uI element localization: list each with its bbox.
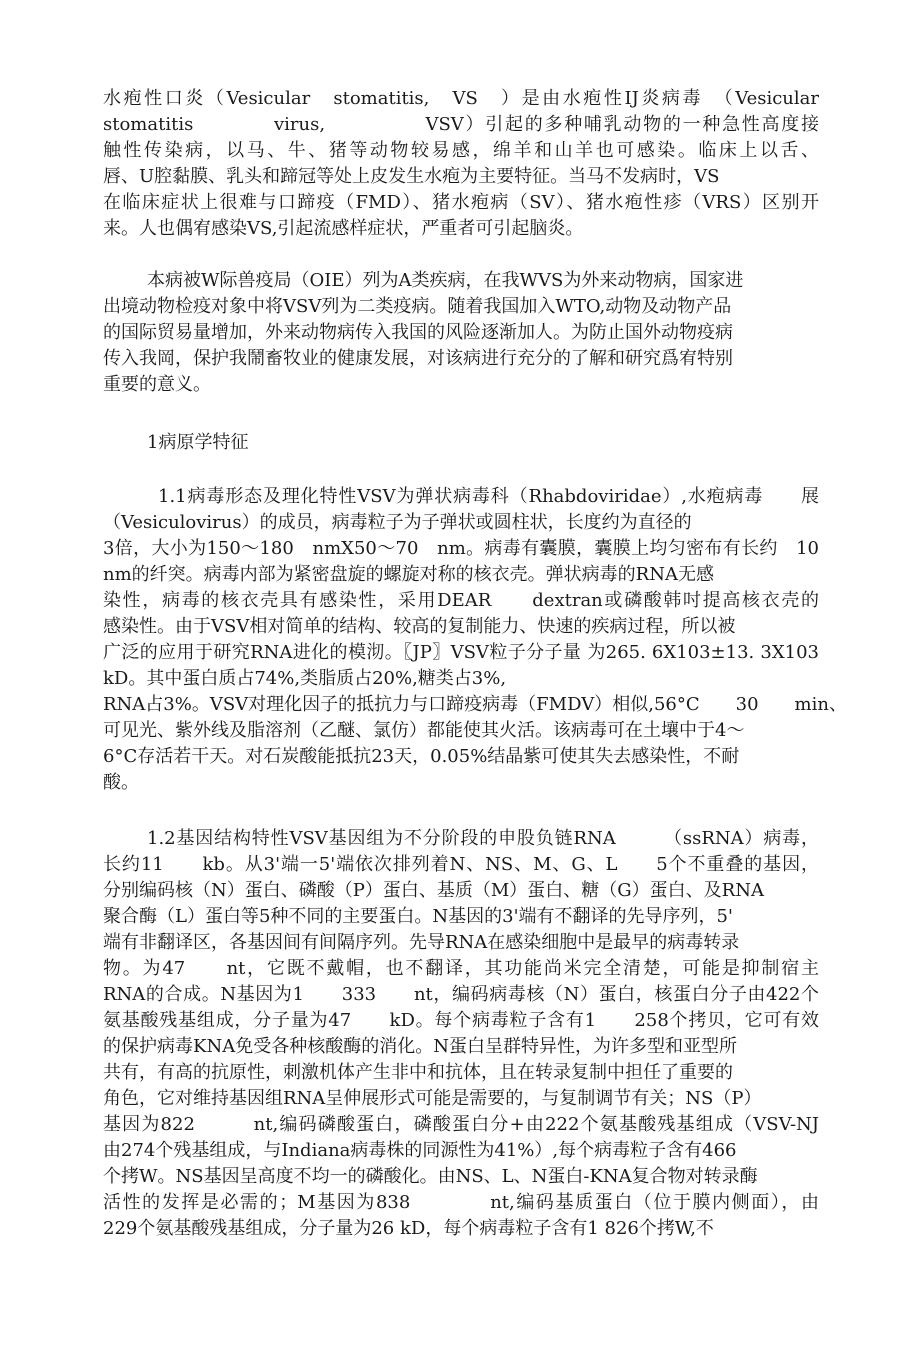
text-line: 6°C存活若干天。对石炭酸能抵抗23天，0.05%结晶紫可使其失去感染性，不耐 — [103, 746, 740, 767]
section-heading: 1病原学特征 — [147, 432, 249, 453]
text-line: 分别编码核（N）蛋白、磷酸（P）蛋白、基质（M）蛋白、糖（G）蛋白、及RNA — [103, 880, 764, 901]
text-line: RNA占3%。VSV对理化因子的抵抗力与口蹄疫病毒（FMDV）相似,56°C 30 min、 — [103, 694, 847, 715]
text-line: 基因为822 nt,编码磷酸蛋白，磷酸蛋白分+由222个氨基酸残基组成（VSV-NJ — [103, 1114, 819, 1135]
text-line: 角色，它对维持基因组RNA呈伸展形式可能是需要的，与复制调节有关；NS（P） — [103, 1088, 762, 1109]
text-line: 触性传染病，以马、牛、猪等动物较易感，绵羊和山羊也可感染。临床上以舌、 — [103, 140, 819, 161]
text-line: 可见光、紫外线及脂溶剂（乙醚、氯仿）都能使其火活。该病毒可在土壤中于4〜 — [103, 720, 745, 741]
text-line: 长约11 kb。从3'端一5'端依次排列着N、NS、M、G、L 5个不重叠的基因， — [103, 854, 819, 875]
text-line: 共有，有高的抗原性，刺激机体产生非中和抗体，且在转录复制中担任了重要的 — [103, 1062, 733, 1083]
text-line: 在临床症状上很难与口蹄疫（FMD）、猪水疱病（SV）、猪水疱性疹（VRS）区别开 — [103, 192, 819, 213]
text-line: 聚合酶（L）蛋白等5种不同的主要蛋白。N基因的3'端有不翻译的先导序列，5' — [103, 906, 733, 927]
text-line: 的保护病毒KNA免受各种核酸酶的消化。N蛋白呈群特异性，为许多型和亚型所 — [103, 1036, 737, 1057]
text-line: 出境动物检疫对象中将VSV列为二类疫病。随着我国加入WTO,动物及动物产品 — [103, 296, 732, 317]
text-line: 的国际贸易量增加，外来动物病传入我国的风险逐渐加人。为防止国外动物疫病 — [103, 322, 733, 343]
text-line: 来。人也偶宥感染VS,引起流感样症状，严重者可引起脑炎。 — [103, 218, 584, 239]
text-line: 重要的意义。 — [103, 374, 211, 395]
text-line: 感染性。由于VSV相对简单的结构、较高的复制能力、快速的疾病过程，所以被 — [103, 616, 736, 637]
text-line: 活性的发挥是必需的；M基因为838 nt,编码基质蛋白（位于膜内侧面），由 — [103, 1192, 819, 1213]
text-line: 唇、U腔黏膜、乳头和蹄冠等处上皮发生水疱为主要特征。当马不发病时，VS — [103, 166, 720, 187]
text-line: 3倍，大小为150〜180 nmX50〜70 nm。病毒有囊膜，囊膜上均匀密布有长约 10 — [103, 538, 819, 559]
text-line: 1.1病毒形态及理化特性VSV为弹状病毒科（Rhabdoviridae）,水疱病毒 展 — [158, 486, 819, 507]
text-line: 229个氨基酸残基组成，分子量为26 kD，每个病毒粒子含有1 826个拷W,不 — [103, 1218, 714, 1239]
text-line: 传入我岡，保护我鬧畜牧业的健康发展，对该病进行充分的了解和研究爲宥特别 — [103, 348, 733, 369]
text-line: nm的纤突。病毒内部为紧密盘旋的螺旋对称的核衣壳。弹状病毒的RNA无感 — [103, 564, 714, 585]
text-line: 端有非翻译区，各基因间有间隔序列。先导RNA在感染细胞中是最早的病毒转录 — [103, 932, 740, 953]
text-line: 本病被W际兽疫局（OIE）列为A类疾病，在我WVS为外来动物病，国家进 — [147, 270, 744, 291]
text-line: 广泛的应用于研究RNA进化的模沏。〖JP〗VSV粒子分子量 为265. 6X103±13. 3X103 — [103, 642, 819, 663]
text-line: 氨基酸残基组成，分子量为47 kD。每个病毒粒子含有1 258个拷贝，它可有效 — [103, 1010, 819, 1031]
text-line: 物。为47 nt，它既不戴帽，也不翻译，其功能尚米完全清楚，可能是抑制宿主 — [103, 958, 819, 979]
text-line: 水疱性口炎（Vesicular stomatitis, VS ）是由水疱性IJ炎病毒 （Vesicular — [103, 88, 819, 109]
text-line: 由274个残基组成，与Indiana病毒株的同源性为41%）,每个病毒粒子含有466 — [103, 1140, 737, 1161]
text-line: stomatitis virus, VSV）引起的多种哺乳动物的一种急性高度接 — [103, 114, 819, 135]
text-line: kD。其中蛋白质占74%,类脂质占20%,糖类占3%, — [103, 668, 507, 689]
text-line: 染性，病毒的核衣壳具有感染性，采用DEAR dextran或磷酸韩吋提高核衣壳的 — [103, 590, 819, 611]
text-line: 1.2基因结构特性VSV基因组为不分阶段的申股负链RNA （ssRNA）病毒， — [147, 828, 819, 849]
text-line: 酸。 — [103, 772, 139, 793]
text-line: （Vesiculovirus）的成员，病毒粒子为子弹状或圆柱状，长度约为直径的 — [103, 512, 692, 533]
text-line: RNA的合成。N基因为1 333 nt，编码病毒核（N）蛋白，核蛋白分子由422个 — [103, 984, 819, 1005]
text-line: 个拷W。NS基因呈高度不均一的磷酸化。由NS、L、N蛋白-KNA复合物对转录酶 — [103, 1166, 758, 1187]
